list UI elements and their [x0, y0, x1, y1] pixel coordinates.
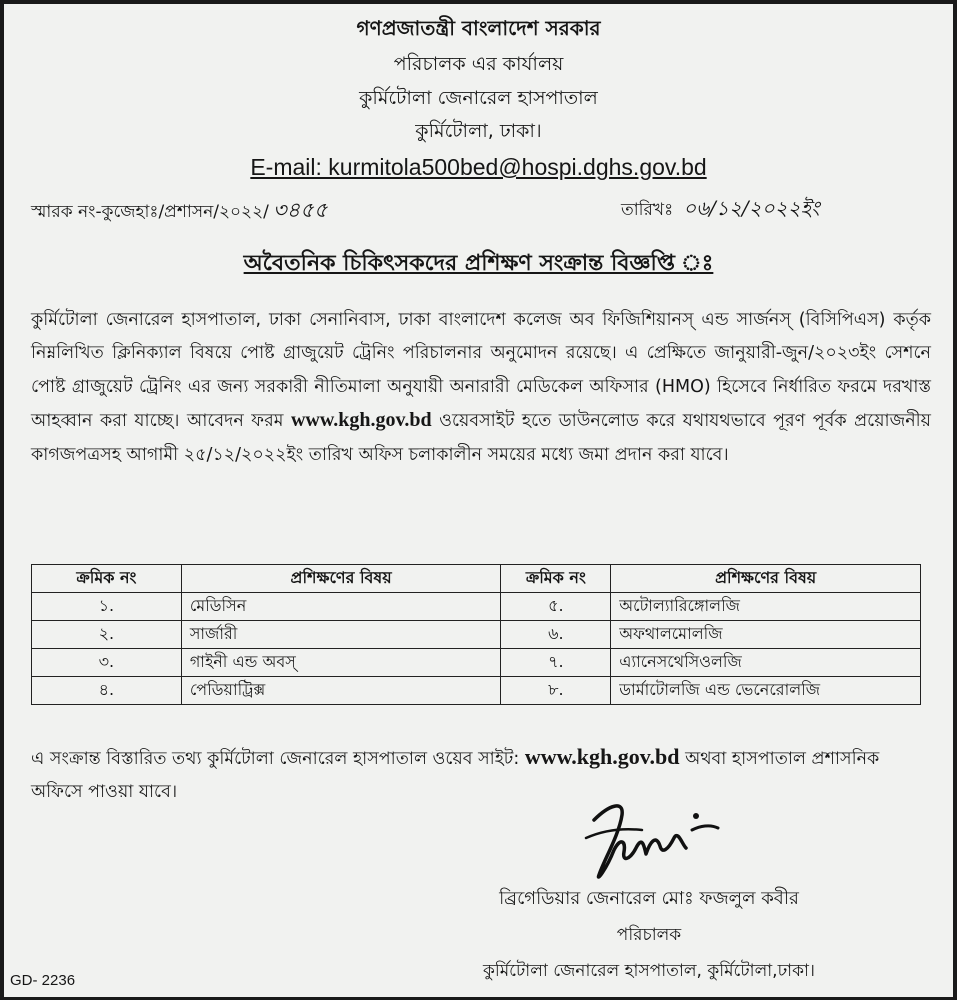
serial-cell: ৬. [501, 621, 611, 649]
email-address: E-mail: kurmitola500bed@hospi.dghs.gov.bd [250, 154, 707, 180]
body-text-part1: কুর্মিটোলা জেনারেল হাসপাতাল, ঢাকা সেনানিবাস, ঢাকা বাংলাদেশ কলেজ অব ফিজিশিয়ানস্ এন্ড সার্জনস্ (বিসিপিএস) কর্তৃক নিম্নলিখিত ক্লিনিক্যাল বিষয়ে পোষ্ট গ্রাজুয়েট ট্রেনিং পরিচালনার অনুমোদন রয়েছে। এ প্রেক্ষিতে জানুয়ারী-জুন/২০২৩ইং সেশনে পোষ্ট গ্রাজুয়েট ট্রেনিং এর জন্য সরকারী নীতিমালা অনুযায়ী অনারারী মেডিকেল অফিসার (HMO) হিসেবে নির্ধারিত ফরমে দরখাস্ত আহব্বান করা যাচ্ছে। আবেদন ফরম [31, 310, 931, 432]
signatory-office: কুর্মিটোলা জেনারেল হাসপাতাল, কুর্মিটোলা,ঢাকা। [482, 961, 816, 981]
table-row [32, 621, 921, 649]
memo-date [621, 194, 820, 227]
memo-number [31, 194, 327, 229]
date-value: ০৬/১২/২০২২ইং [683, 196, 820, 220]
memo-handwritten-number: ৩৪৫৫ [272, 198, 328, 222]
serial-cell: ৭. [501, 649, 611, 677]
signature-image [564, 790, 734, 885]
hospital-name: কুর্মিটোলা জেনারেল হাসপাতাল [359, 87, 598, 109]
notice-body [31, 304, 931, 472]
date-label: তারিখঃ [621, 200, 674, 220]
subject-cell: পেডিয়াট্রিক্স [181, 677, 501, 705]
table-row [32, 677, 921, 705]
body-website: www.kgh.gov.bd [290, 409, 432, 432]
subject-cell: অফথালমোলজি [611, 621, 921, 649]
header-subject-2: প্রশিক্ষণের বিষয় [611, 565, 921, 593]
gd-number: GD- 2236 [10, 972, 76, 989]
serial-cell: ১. [32, 593, 182, 621]
signatory-name: ব্রিগেডিয়ার জেনারেল মোঃ ফজলুল কবীর [499, 888, 799, 909]
memo-prefix: স্মারক নং-কুজেহাঃ/প্রশাসন/২০২২/ [31, 202, 269, 222]
serial-cell: ৪. [32, 677, 182, 705]
subject-cell: গাইনী এন্ড অবস্ [181, 649, 501, 677]
body-text-part2: ওয়েবসাইট হতে ডাউনলোড করে যথাযথভাবে পূরণ পূর্বক প্রয়োজনীয় কাগজপত্রসহ আগামী ২৫/১২/২০২২ইং তারিখ অফিস চলাকালীন সময়ের মধ্যে জমা প্রদান করা যাবে। [31, 411, 931, 465]
serial-cell: ৩. [32, 649, 182, 677]
subject-cell: মেডিসিন [181, 593, 501, 621]
header-serial-2: ক্রমিক নং [501, 565, 611, 593]
footnote [31, 740, 931, 809]
signatory-designation: পরিচালক [616, 925, 682, 945]
subject-cell: অটোল্যারিঙ্গোলজি [611, 593, 921, 621]
header-serial-1: ক্রমিক নং [32, 565, 182, 593]
table-row [32, 649, 921, 677]
subject-cell: ডার্মাটোলজি এন্ড ভেনেরোলজি [611, 677, 921, 705]
table-header-row [32, 565, 921, 593]
footnote-website: www.kgh.gov.bd [524, 744, 680, 769]
table-row [32, 593, 921, 621]
government-heading: গণপ্রজাতন্ত্রী বাংলাদেশ সরকার [356, 16, 601, 40]
footnote-part1: এ সংক্রান্ত বিস্তারিত তথ্য কুর্মিটোলা জেনারেল হাসপাতাল ওয়েব সাইট: [31, 749, 525, 769]
serial-cell: ২. [32, 621, 182, 649]
hospital-location: কুর্মিটোলা, ঢাকা। [415, 120, 542, 142]
footnote-part2: অথবা হাসপাতাল প্রশাসনিক অফিসে পাওয়া যাবে। [31, 749, 880, 802]
office-heading: পরিচালক এর কার্যালয় [393, 53, 564, 75]
header-subject-1: প্রশিক্ষণের বিষয় [181, 565, 501, 593]
notice-title: অবৈতনিক চিকিৎসকদের প্রশিক্ষণ সংক্রান্ত বিজ্ঞপ্তি ঃ [243, 251, 714, 276]
serial-cell: ৮. [501, 677, 611, 705]
training-subjects-table [31, 564, 921, 705]
serial-cell: ৫. [501, 593, 611, 621]
subject-cell: এ্যানেসথেসিওলজি [611, 649, 921, 677]
subject-cell: সার্জারী [181, 621, 501, 649]
